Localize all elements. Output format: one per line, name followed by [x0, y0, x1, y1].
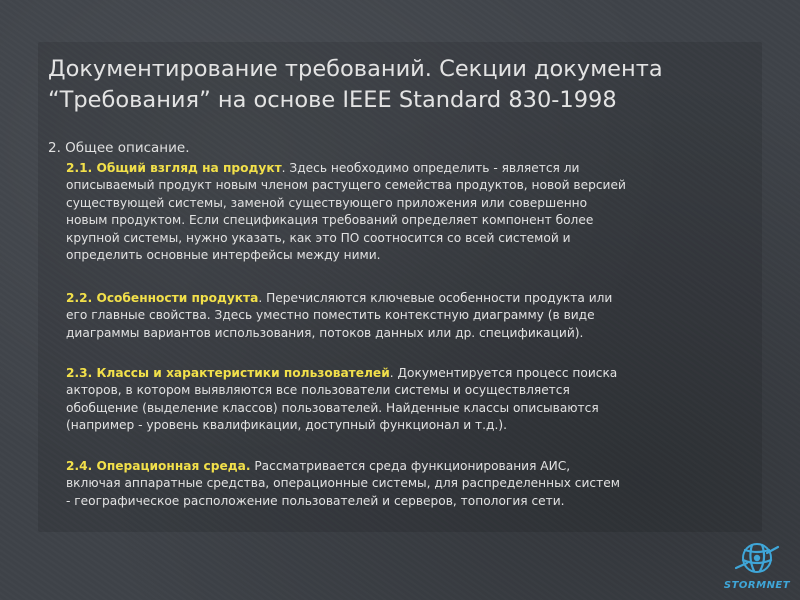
subsection-line [66, 458, 756, 475]
subsection-line: (например - уровень квалификации, доступный функционал и т.д.). [66, 418, 507, 433]
subsection-line: включая аппаратные средства, операционные системы, для распределенных систем [66, 476, 620, 491]
subsection-product-overview [66, 160, 756, 264]
subsection-heading: 2.4. Операционная среда. [66, 459, 251, 473]
subsection-line: диаграммы вариантов использования, потоков данных или др. спецификаций). [66, 325, 584, 340]
subsection-line: обобщение (выделение классов) пользователей. Найденные классы описываются [66, 400, 599, 415]
subsection-line: его главные свойства. Здесь уместно поместить контекстную диаграмму (в виде [66, 308, 595, 323]
subsection-line: - географическое расположение пользователей и серверов, топология сети. [66, 493, 565, 508]
subsection-operating-environment [66, 458, 756, 510]
subsection-heading: 2.3. Классы и характеристики пользователей [66, 366, 390, 380]
subsection-text: Рассматривается среда функционирования АИС, [250, 459, 571, 473]
subsection-user-classes [66, 365, 756, 435]
subsection-line: определить основные интерфейсы между ними. [66, 248, 381, 263]
slide-title [48, 54, 768, 116]
subsection-text: . Здесь необходимо определить - является ли [281, 161, 580, 175]
subsection-line [66, 365, 756, 382]
stormnet-globe-icon [730, 538, 784, 580]
subsection-line: акторов, в котором выявляются все пользователи системы и осуществляется [66, 383, 570, 398]
slide-title-line-2: “Требования” на основе IEEE Standard 830-1998 [48, 87, 617, 113]
stormnet-logo [718, 538, 796, 596]
subsection-text: . Документируется процесс поиска [389, 366, 618, 380]
subsection-line: новым продуктом. Если спецификация требований определяет компонент более [66, 213, 594, 228]
slide-title-line-1: Документирование требований. Секции документа [48, 56, 663, 82]
section-heading: 2. Общее описание. [48, 140, 190, 156]
subsection-line [66, 160, 756, 177]
subsection-line: описываемый продукт новым членом растущего семейства продуктов, новой версией [66, 178, 626, 193]
subsection-text: . Перечисляются ключевые особенности продукта или [258, 291, 613, 305]
subsection-line: существующей системы, заменой существующего приложения или совершенно [66, 195, 588, 210]
subsection-line: крупной системы, нужно указать, как это ПО соотносится со всей системой и [66, 230, 571, 245]
subsection-line [66, 290, 756, 307]
logo-text: STORMNET [723, 580, 791, 591]
subsection-heading: 2.2. Особенности продукта [66, 291, 259, 305]
subsection-heading: 2.1. Общий взгляд на продукт [66, 161, 282, 175]
subsection-product-features [66, 290, 756, 342]
